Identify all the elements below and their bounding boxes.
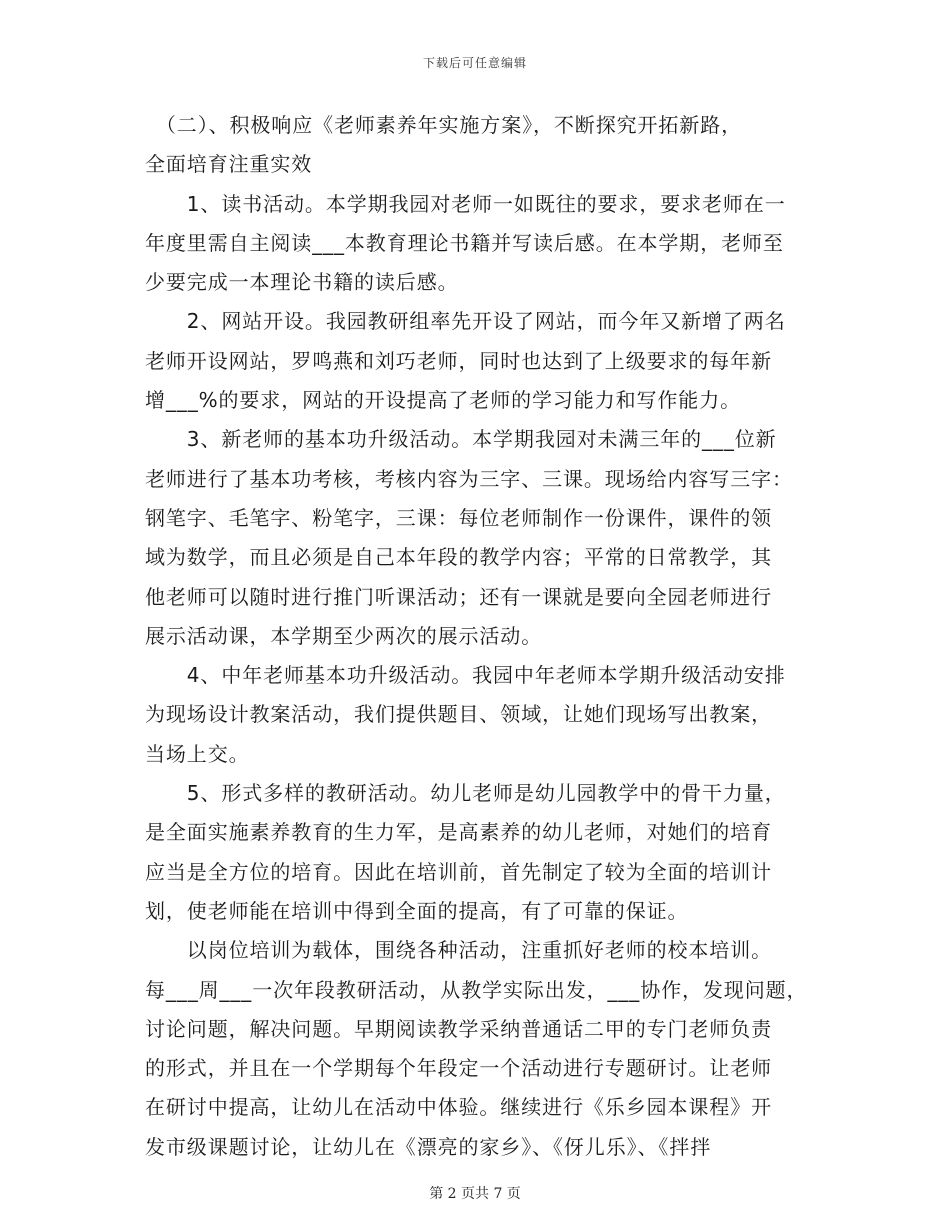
- text-line: 他老师可以随时进行推门听课活动；还有一课就是要向全园老师进行: [145, 584, 772, 609]
- text-line: 是全面实施素养教育的生力军，是高素养的幼儿老师，对她们的培育: [145, 820, 772, 845]
- text-line: 的形式，并且在一个学期每个年段定一个活动进行专题研讨。让老师: [145, 1056, 772, 1081]
- text-line: 钢笔字、毛笔字、粉笔字，三课：每位老师制作一份课件，课件的领: [145, 505, 772, 530]
- text-line: 划，使老师能在培训中得到全面的提高，有了可靠的保证。: [145, 898, 689, 923]
- document-body: [145, 106, 825, 1167]
- page-footer: 第 2 页共 7 页: [429, 1186, 521, 1202]
- text-line: 讨论问题，解决问题。早期阅读教学采纳普通话二甲的专门老师负责: [145, 1016, 772, 1041]
- text-line: 在研讨中提高，让幼儿在活动中体验。继续进行《乐乡园本课程》开: [145, 1095, 772, 1120]
- text-line: 域为数学，而且必须是自己本年段的教学内容；平常的日常教学，其: [145, 545, 772, 570]
- text-line: 老师进行了基本功考核，考核内容为三字、三课。现场给内容写三字：: [145, 466, 793, 491]
- text-line: 4、中年老师基本功升级活动。我园中年老师本学期升级活动安排: [145, 663, 786, 688]
- text-line: （二）、积极响应《老师素养年实施方案》，不断探究开拓新路，: [145, 113, 742, 137]
- text-line: 应当是全方位的培育。因此在培训前，首先制定了较为全面的培训计: [145, 859, 772, 884]
- text-line: 发市级课题讨论，让幼儿在《漂亮的家乡》、《伢儿乐》、《拌拌: [145, 1134, 712, 1159]
- text-line: 每___周___一次年段教研活动，从教学实际出发，___协作，发现问题，: [145, 977, 808, 1002]
- text-line: 1、读书活动。本学期我园对老师一如既往的要求，要求老师在一: [145, 191, 786, 216]
- text-line: 全面培育注重实效: [145, 152, 313, 177]
- text-line: 少要完成一本理论书籍的读后感。: [145, 270, 459, 295]
- page-header: 下载后可任意编辑: [422, 56, 527, 70]
- text-line: 为现场设计教案活动，我们提供题目、领域，让她们现场写出教案，: [145, 702, 772, 727]
- text-line: 2、网站开设。我园教研组率先开设了网站，而今年又新增了两名: [145, 309, 786, 334]
- text-line: 以岗位培训为载体，围绕各种活动，注重抓好老师的校本培训。: [145, 938, 772, 963]
- text-line: 5、形式多样的教研活动。幼儿老师是幼儿园教学中的骨干力量，: [145, 781, 786, 806]
- text-line: 老师开设网站，罗鸣燕和刘巧老师，同时也达到了上级要求的每年新: [145, 348, 772, 373]
- text-line: 年度里需自主阅读___本教育理论书籍并写读后感。在本学期，老师至: [145, 230, 784, 255]
- text-line: 当场上交。: [145, 741, 250, 766]
- text-line: 增___%的要求，网站的开设提高了老师的学习能力和写作能力。: [145, 388, 742, 413]
- text-line: 3、新老师的基本功升级活动。本学期我园对未满三年的___位新: [145, 427, 777, 452]
- text-line: 展示活动课，本学期至少两次的展示活动。: [145, 623, 543, 648]
